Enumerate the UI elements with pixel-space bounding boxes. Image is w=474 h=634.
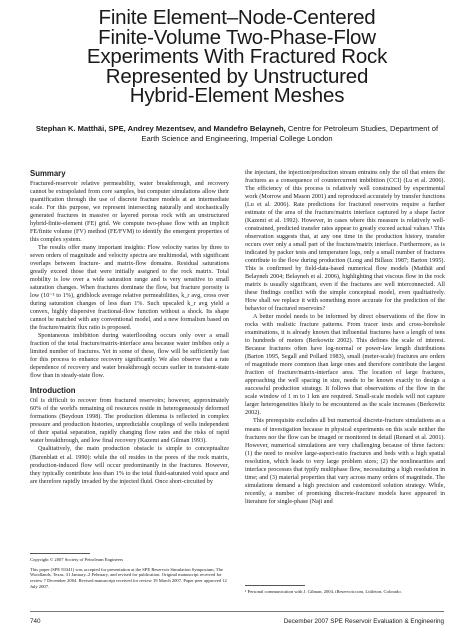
title-line: Experiments With Fractured Rock — [86, 45, 388, 68]
footnote-rule — [30, 553, 90, 554]
introduction-paragraph: Qualitatively, the main production obstacle is simple to conceptualize (Barenblatt et al. 1990): while the oil resides in the pores of the rock matrix, production-induced flow will occur predominantly in the fractures. However, they typically contribute less than 1% to the total fluid-saturated void space and are therefore rapidly invaded by the injected fluid. Once short-circuited by — [30, 446, 229, 485]
author-block — [30, 124, 444, 144]
body-paragraph: A better model needs to be informed by direct observations of the flow in rocks with realistic fracture patterns. From tracer tests and cross-borehole examinations, it is already known that influential fractures have a length of tens to hundreds of meters (Berkowitz 2002). This defines the scale of interest. Because fractures often have log-normal or power-law length distributions (Barton 1995, Segall and Pollard 1983), small (meter-scale) fractures are orders of magnitude more common than large ones and therefore contribute the largest fraction of fracture/matrix-interface area. The location of large fractures, approaching the well spacing in size, needs to be known exactly to design a successful production strategy. It follows that observations of the flow in the scale window of 1 m to 1 km are required. Small-scale models will not capture larger heterogeneities likely to be encountered as the scale increases (Berkowitz 2002). — [245, 314, 445, 417]
summary-paragraph: The results offer many important insights: Flow velocity varies by three to seven orders of magnitude and velocity spectra are multimodal, with significant overlaps between fracture- and matrix-flow domains. Residual saturations greatly exceed those that were initially assigned to the rock matrix. Total mobility is low over a wide saturation range and is very sensitive to small saturation changes. When fractures dominate the flow, but fracture porosity is low (10⁻³ to 1%), gridblock average relative permeabilities, k_r avg, cross over during saturation changes of less than 1%. Such upscaled k_r avg yield a convex, highly dispersive fractional-flow function without a shock. Its shape cannot be matched with any conventional model, and a new formalism based on the fracture/matrix flux ratio is proposed. — [30, 245, 229, 332]
body-paragraph: This prerequisite excludes all but numerical discrete-fracture simulations as a means of investigation because in physical experiments on this scale neither the fractures nor the flow can be imaged or monitored in detail (Renard et al. 2001). However, numerical simulations are very challenging because of three factors: (1) the need to resolve large-aspect-ratio fractures and beds with a high spatial resolution, which leads to very large problem sizes; (2) the nonlinearities and interface processes that typify multiphase flow, necessitating a high resolution in time; and (3) material properties that vary across many orders of magnitude. The simulations demand a high precision and customized solution strategy. While, recently, a number of promising discrete-fracture models have appeared in literature for single-phase (Naji and — [245, 418, 445, 505]
right-footnotes — [245, 585, 445, 595]
summary-heading: Summary — [30, 169, 66, 178]
title-line: Finite Element–Node-Centered — [98, 6, 376, 29]
paper-history-note: This paper (SPE 93341) was accepted for presentation at the SPE Reservoir Simulation Symposium, The Woodlands, Texas, 31 January–2 February, and revised for publication. Original manuscript received for review 7 December 2004. Revised manuscript received for review 19 March 2007. Paper peer approved 12 July 2007. — [30, 566, 227, 589]
paper-title — [20, 8, 454, 106]
personal-communication-note: ¹ Personal communication with J. Gilman, 2004, iReservoir.com, Littleton, Colorado. — [245, 589, 402, 594]
footer-rule — [30, 611, 444, 612]
footnote-rule — [245, 585, 305, 586]
summary-paragraph: Spontaneous imbibition during waterflooding occurs only over a small fraction of the total fracture/matrix-interface area because water imbibes only a limited number of fractures. Yet in some of these, flow will be sufficiently fast for this process to enhance recovery significantly. We also observe that a rate dependence of recovery and water breakthrough occurs earlier in transient-state flow than in steady-state flow. — [30, 333, 229, 380]
author-affiliation: Centre for Petroleum Studies, Department of Earth Science and Engineering, Imperial College London — [141, 124, 439, 143]
journal-name: December 2007 SPE Reservoir Evaluation & Engineering — [283, 618, 444, 625]
page-number: 740 — [30, 618, 41, 625]
title-line: Hybrid-Element Meshes — [129, 84, 345, 107]
body-paragraph: the injectant, the injection/production stream entrains only the oil that enters the fractures as a consequence of countercurrent imbibition (CCI) (Lu et al. 2006). The efficiency of this process is relatively well constrained by experimental work (Morrow and Mason 2001) and reproduced accurately by transfer functions (Lu et al. 2006). Rate predictions for fractured reservoirs require a further estimate of the area of the fracture/matrix interface captured by a shape factor (Kazemi et al. 1992). However, in cases where this measure is relatively well-constrained, predicted transfer rates appear to greatly exceed actual values.¹ This observation suggests that, at any one time in the production history, transfer occurs over only a small part of the fracture/matrix interface. Furthermore, as is indicated by packer tests and temperature logs, only a small number of fractures contribute to the flow during production (Long and Billaux 1987; Barton 1995). This is confirmed by field-data-based numerical flow models (Matthäi and Belayneh 2004; Belayneh et al. 2006), highlighting that viscous flow in the rock matrix is usually significant, even if the fractures are well interconnected. All these findings conflict with the simple conceptual model, even qualitatively. How shall we replace it with something more accurate for the prediction of the behavior of fractured reservoirs? — [245, 170, 445, 313]
title-line: Finite-Volume Two-Phase-Flow — [98, 25, 376, 49]
copyright-note: Copyright © 2007 Society of Petroleum Engineers — [30, 557, 124, 562]
title-line: Represented by Unstructured — [105, 64, 369, 88]
left-footnotes — [30, 553, 229, 594]
left-column — [30, 169, 229, 486]
author-names: Stephan K. Matthäi, SPE, Andrey Mezentsev, and Mandefro Belayneh, — [35, 124, 286, 133]
introduction-heading: Introduction — [30, 386, 76, 396]
summary-paragraph: Fractured-reservoir relative permeability, water breakthrough, and recovery cannot be extrapolated from core samples, but computer simulations allow their quantification through the use of discrete fracture models at an intermediate scale. For this purpose, we represent intersecting naturally and stochastically generated fractures in massive or layered porous rock with an unstructured hybrid-finite-element (FE) grid. We compute two-phase flow with an implicit FE/finite volume (FV) method (FE/FVM) to identify the emergent properties of this complex system. — [30, 181, 229, 244]
introduction-paragraph: Oil is difficult to recover from fractured reservoirs; however, approximately 60% of the world's remaining oil resources reside in heterogeneously deformed formations (Beydoun 1998). The production dilemma is reflected in complex pressure and production histories, unpredictable couplings of wells independent of their spatial separation, rapidly changing flow rates and the risks of rapid water breakthrough, and low final recovery (Kazemi and Gilman 1993). — [30, 398, 229, 445]
right-column — [245, 169, 445, 506]
